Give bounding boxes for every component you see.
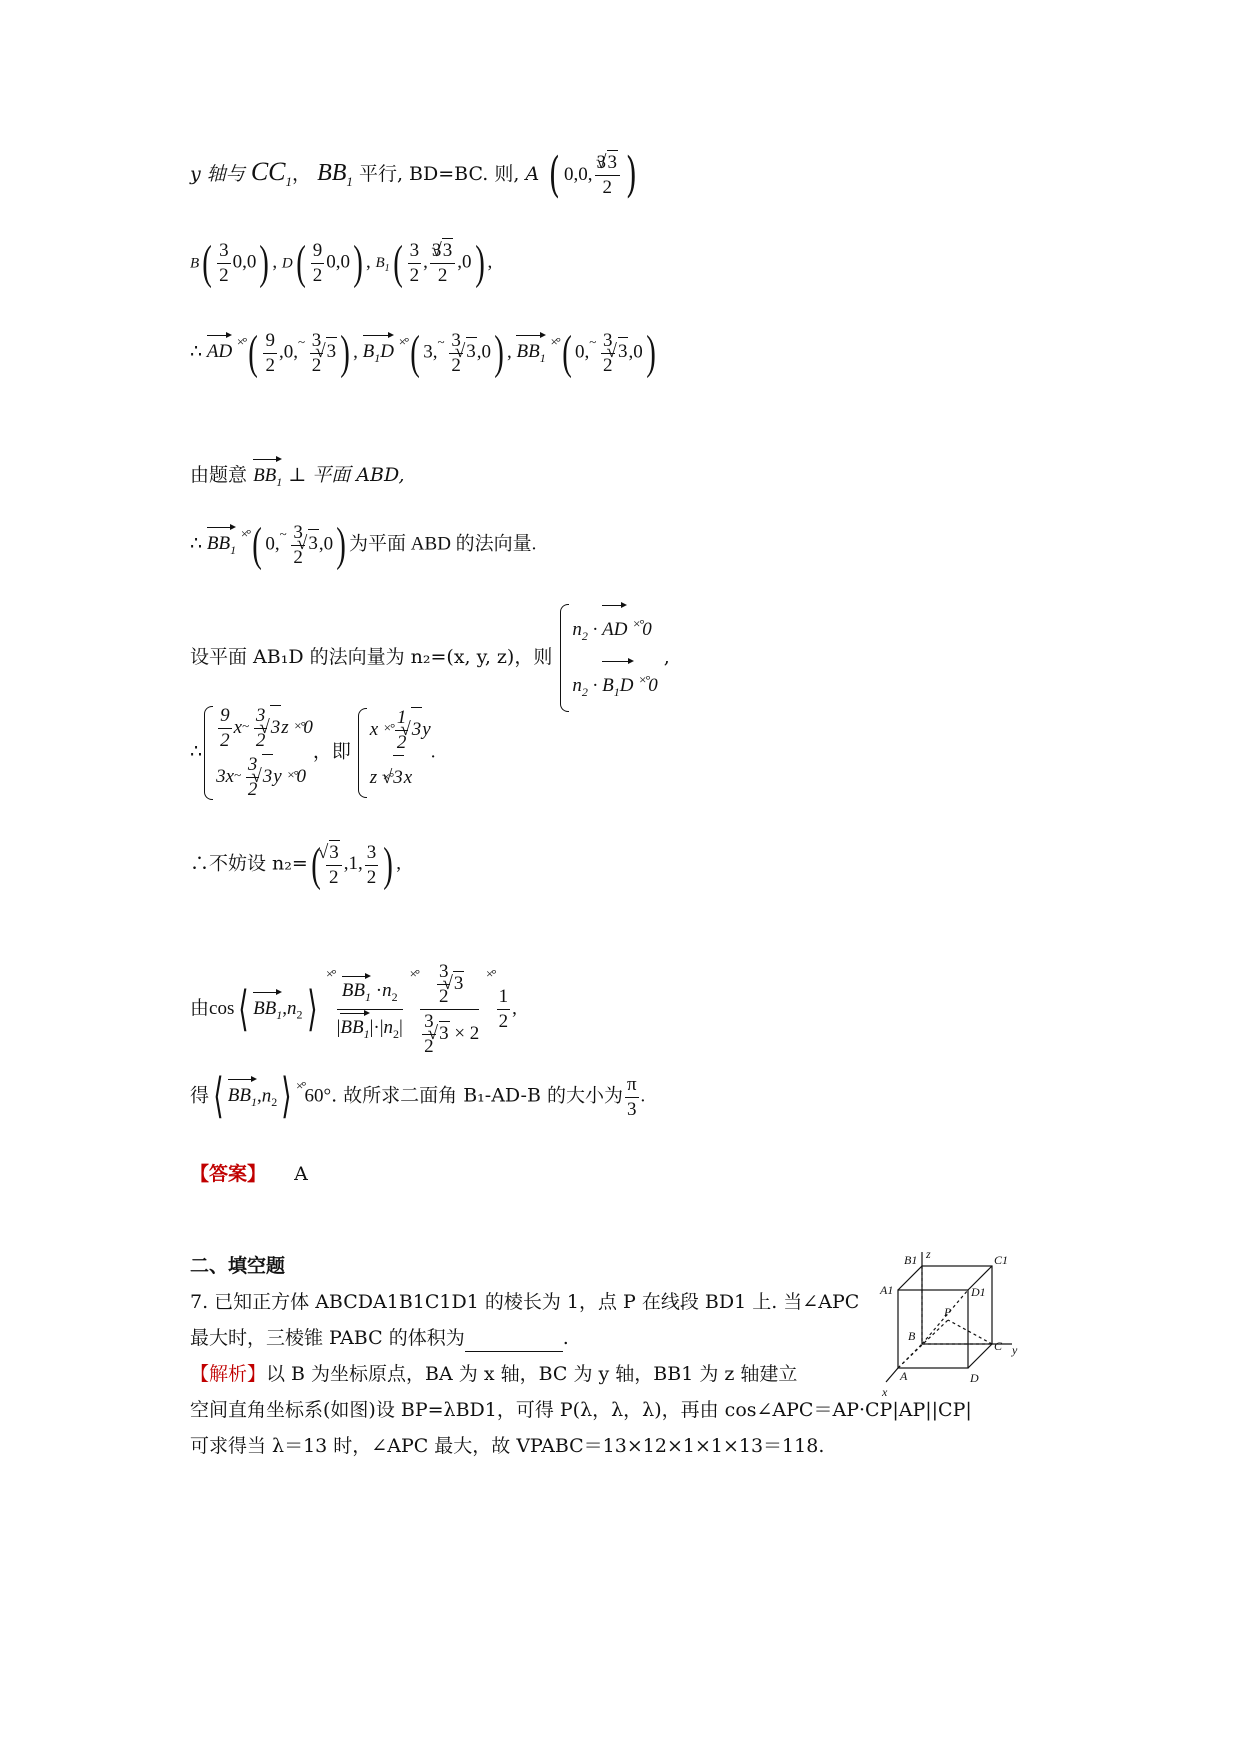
text: . 故所求二面角 B₁-AD-B 的大小为 xyxy=(331,1084,623,1107)
text: 即 xyxy=(331,740,351,763)
figure-label: B xyxy=(908,1329,916,1343)
point-b-label: B xyxy=(190,255,200,272)
figure-label: A xyxy=(900,1369,908,1383)
solution-label: 【解析】 xyxy=(190,1363,267,1385)
vector-cc1: $CC_1$ xyxy=(250,157,293,190)
text: . xyxy=(562,1327,569,1349)
text: B xyxy=(375,255,385,272)
text: BB xyxy=(317,160,347,186)
text: 由 xyxy=(190,996,210,1019)
line-cosine: 由cos⟨ $BB_1,n_2⟩$ ×° $\frac{BB_1 \cdot n_2}{|BB_1|\cdot|n_2|}$ ×° $\frac{3}{2}$ √ 3 $\frac{3}{2}$ √ 3 × 2 ×° $\frac{1}{2}$ , xyxy=(190,960,517,1059)
answer-blank xyxy=(465,1331,563,1352)
vector-bb1: $BB_1$ xyxy=(317,160,353,189)
text: CC xyxy=(250,157,286,186)
figure-label: P xyxy=(944,1305,952,1319)
line-perpendicular: 由题意 $BB_1$ ⊥ 平面 ABD, xyxy=(190,456,405,496)
question-7-line-1: 7. 已知正方体 ABCDA1B1C1D1 的棱长为 1，点 P 在线段 BD1 上. 当∠APC xyxy=(190,1291,860,1313)
figure-label: x xyxy=(882,1385,888,1399)
figure-label: C xyxy=(994,1339,1003,1353)
line-set-normal-vector: 设平面 AB₁D 的法向量为 n₂=(x, y, z)，则 $n_2$ · AD ×°0 $n_2 \cdot B_1D$ ×°0 , xyxy=(190,602,670,714)
solution-line-1 xyxy=(190,1360,797,1388)
figure-label: D xyxy=(970,1371,979,1385)
answer-value: A xyxy=(294,1163,308,1185)
line-vectors: ∴ AD ×°( $\frac{9}{2}$ ,0,~ $\frac{3}{2}$ √ 3) , $B_1D$ ×°( 3,~ $\frac{3}{2}$ √ 3,0) , $BB_1$ ×°( 0,~ $\frac{3}{2}$ √ 3,0) xyxy=(190,328,659,378)
fraction: $\frac{3√ 3}{2}$ xyxy=(595,150,620,200)
text: 由题意 xyxy=(190,464,248,486)
solution-line-2: 空间直角坐标系(如图)设 BP=λBD1，可得 P(λ，λ，λ)，再由 cos∠APC＝AP·CP|AP||CP| xyxy=(190,1399,972,1421)
equation-system: $\frac{9}{2}$ x~ $\frac{3}{2}$ √ 3z ×°0 3x~ $\frac{3}{2}$ √ 3y ×°0 xyxy=(202,704,313,802)
text: 设平面 AB₁D 的法向量为 n₂=(x, y, z)，则 xyxy=(190,645,553,668)
equation-system: x ×° $\frac{1}{2}$ √ 3y z ×°√ 3x xyxy=(356,706,431,800)
figure-label: C1 xyxy=(994,1253,1009,1267)
text: y 轴与 xyxy=(190,163,245,185)
line-normal-vector-abd: ∴ $BB_1$ ×°( 0,~ $\frac{3}{2}$ √ 3,0) 为平面 ABD 的法向量. xyxy=(190,520,536,570)
point-b1-label: $B_1$ xyxy=(375,255,390,275)
figure-label: z xyxy=(926,1250,931,1261)
text: 最大时，三棱锥 PABC 的体积为 xyxy=(190,1327,465,1349)
point-a-label: A xyxy=(525,163,540,185)
line-choose-n2: ∴不妨设 n₂=( √ $\frac{3}{2}$ ,1, $\frac{3}{2}$ ) , xyxy=(190,840,401,890)
question-7-line-2 xyxy=(190,1324,569,1352)
text: 为平面 ABD 的法向量. xyxy=(349,533,537,555)
answer-label: 【答案】 xyxy=(190,1163,267,1185)
text: ⊥ 平面 ABD, xyxy=(288,464,405,486)
figure-label: D1 xyxy=(971,1285,986,1299)
line-points-b-d-b1: B( $\frac{3}{2}$ 0,0) , D( $\frac{9}{2}$ 0,0) , $B_1$( $\frac{3}{2}$ , $\frac{3√ 3}{2}$ ,0) , xyxy=(190,238,492,288)
cube-figure xyxy=(878,1250,1018,1400)
line-angle-result: 得⟨ $BB_1,n_2⟩$ ×°60°. 故所求二面角 B₁-AD-B 的大小为 $\frac{\pi}{3}$ . xyxy=(190,1070,646,1123)
text: 得 xyxy=(190,1084,210,1107)
therefore-symbol: ∴ xyxy=(190,341,203,363)
equation-system: $n_2$ · AD ×°0 $n_2 \cdot B_1D$ ×°0 xyxy=(558,602,657,714)
text: ∴不妨设 n₂= xyxy=(190,852,308,875)
point-d-label: D xyxy=(281,255,293,272)
text: 以 B 为坐标原点，BA 为 x 轴，BC 为 y 轴，BB1 为 z 轴建立 xyxy=(266,1363,798,1385)
figure-label: A1 xyxy=(880,1283,894,1297)
figure-label: B1 xyxy=(904,1253,918,1267)
answer-line xyxy=(190,1160,308,1188)
solution-line-3: 可求得当 λ＝13 时，∠APC 最大，故 VPABC＝13×12×1×1×13＝118. xyxy=(190,1435,825,1457)
text: 平行, BD=BC. 则, xyxy=(358,163,520,185)
figure-label: y xyxy=(1012,1343,1018,1357)
section-title: 二、填空题 xyxy=(190,1255,286,1277)
line-coordinate-axes: y 轴与 $CC_1$， $BB_1$ 平行, BD=BC. 则, A ( 0,0, $\frac{3√ 3}{2}$ ) xyxy=(190,150,641,200)
line-solve-system: ∴ $\frac{9}{2}$ x~ $\frac{3}{2}$ √ 3z ×°0 3x~ $\frac{3}{2}$ √ 3y ×°0 ，即 x ×° $\frac{1}{2}$ √ 3y z ×°√ 3x . xyxy=(190,704,435,802)
